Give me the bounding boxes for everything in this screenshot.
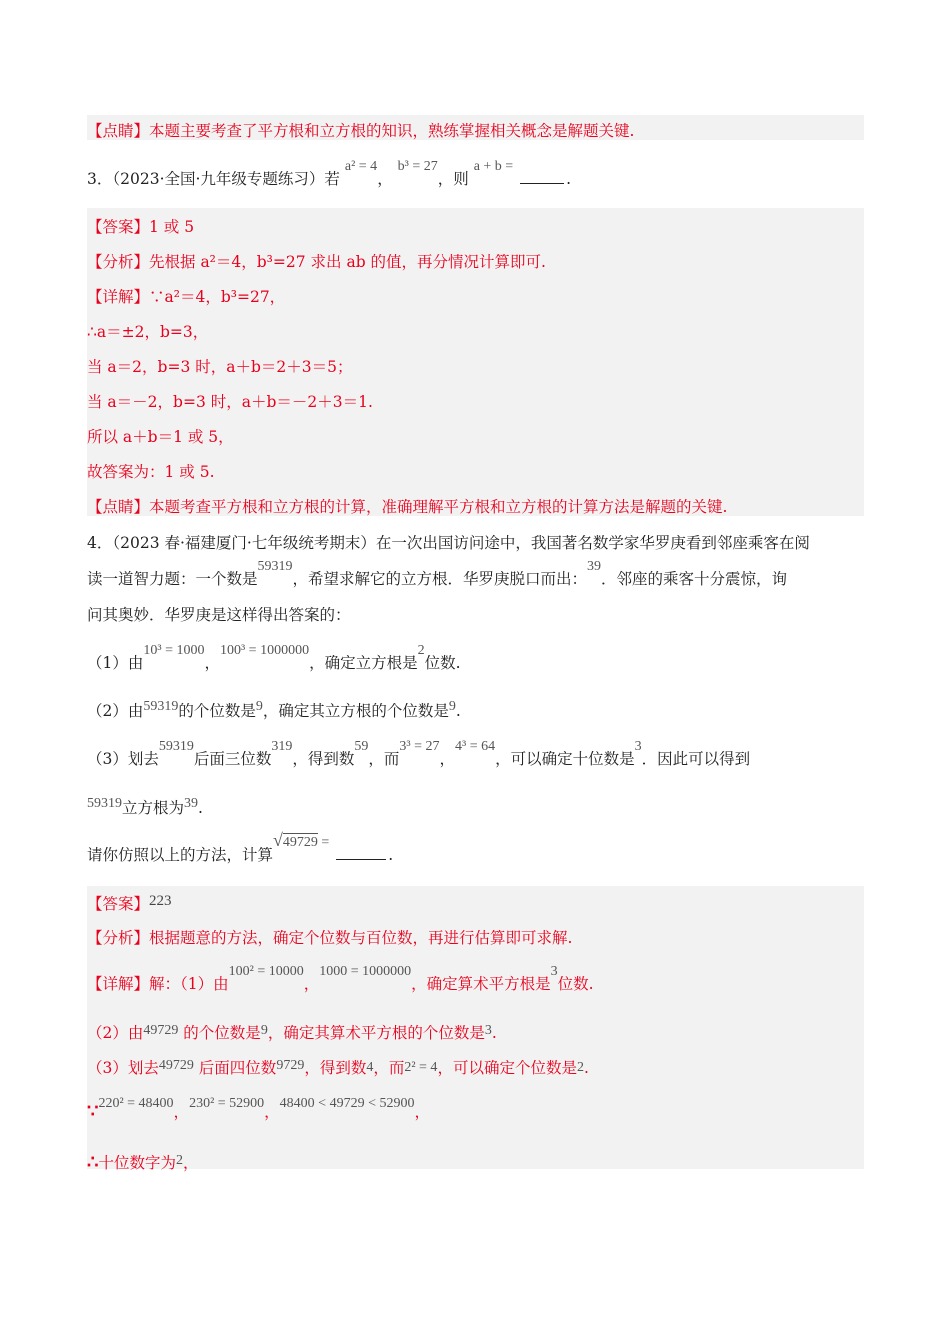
q3-analysis-tag: 【分析】 <box>87 253 150 271</box>
q4-d4-eq2: 230² = 52900 <box>189 1096 265 1111</box>
q4-line1-text: （2023 春·福建厦门·七年级统考期末）在一次出国访问途中，我国著名数学家华罗庚看到邻座乘客在阅 <box>112 534 810 552</box>
q4-analysis-tag: 【分析】 <box>87 929 150 947</box>
q4-d1c: ，确定算术平方根是 <box>411 975 551 993</box>
q4-ask-sqrt <box>273 830 330 850</box>
q4-d4c: ， <box>414 1103 430 1121</box>
q4-d5b: ， <box>182 1154 199 1172</box>
q4-d2a: （2）由 <box>87 1024 144 1042</box>
q4-s1b: ， <box>204 654 220 672</box>
q4-s2-n1: 59319 <box>143 699 179 714</box>
q4-answer-blank[interactable] <box>336 859 386 860</box>
q4-d4b: ， <box>264 1103 280 1121</box>
q4-ask-end: . <box>388 846 394 864</box>
q3-answer-blank[interactable] <box>520 183 564 184</box>
q4-s3c: ，得到数 <box>292 750 355 768</box>
q3-end: . <box>566 170 572 188</box>
q4-detail-2 <box>87 1021 497 1043</box>
q4-d5-n: 2 <box>175 1153 183 1168</box>
q4-d2-n3: 3 <box>484 1023 492 1038</box>
q4-d3e: ，可以确定个位数是 <box>437 1059 577 1077</box>
q4-detail-3 <box>87 1056 589 1078</box>
q4-ask-eq: = <box>321 835 330 850</box>
q4-s3b: 后面三位数 <box>193 750 272 768</box>
q4-step-3 <box>87 739 751 769</box>
q3-detail-text: ∵a²＝4，b³=27， <box>149 288 286 306</box>
q4-d5a: 十位数字为 <box>98 1154 176 1172</box>
q4-d1-n: 3 <box>550 964 558 979</box>
q4-step-4 <box>87 796 203 818</box>
q4-d2-n2: 9 <box>260 1023 268 1038</box>
q4-line2c: ．邻座的乘客十分震惊，询 <box>601 570 788 588</box>
q4-ask-text: 请你仿照以上的方法，计算 <box>87 846 274 864</box>
q3-question <box>87 159 572 189</box>
q4-s2b: 的个位数是 <box>178 702 256 720</box>
q4-s1-digits: 2 <box>417 643 425 658</box>
q3-eq-sum: a + b = <box>473 159 514 174</box>
q3-number: 3． <box>87 170 113 188</box>
q4-d1b: ， <box>303 975 320 993</box>
q4-answer <box>87 892 172 914</box>
q4-analysis-text: 根据题意的方法，确定个位数与百位数，再进行估算即可求解. <box>149 929 573 947</box>
q4-s2-n2: 9 <box>255 699 263 714</box>
q4-s4a: 立方根为 <box>122 799 185 817</box>
q4-number-59319: 59319 <box>257 559 293 574</box>
q4-number: 4． <box>87 534 113 552</box>
q4-s2d: . <box>455 702 461 720</box>
q3-detail-tag: 【详解】 <box>87 288 150 306</box>
q4-detail-4 <box>87 1096 430 1122</box>
q4-detail-tag: 【详解】 <box>87 975 150 993</box>
q3-eq-a-squared: a² = 4 <box>344 159 378 174</box>
q4-s2c: ，确定其立方根的个位数是 <box>262 702 449 720</box>
q4-ask-radicand: 49729 <box>282 835 318 850</box>
q3-detail-2: ∴a＝±2，b=3， <box>87 323 209 341</box>
q3-analysis <box>87 250 546 272</box>
q4-d4a: ， <box>173 1103 190 1121</box>
q4-answer-tag: 【答案】 <box>87 895 150 913</box>
q3-detail-5: 所以 a＋b＝1 或 5， <box>87 428 234 446</box>
q4-s3-eq1: 3³ = 27 <box>399 739 440 754</box>
q4-d1-eq2: 1000 = 1000000 <box>319 964 412 979</box>
q3-detail-6: 故答案为：1 或 5. <box>87 463 215 481</box>
q4-s1c: ，确定立方根是 <box>309 654 418 672</box>
q3-answer-value: 1 或 5 <box>149 218 195 236</box>
q4-d3-n3: 4 <box>366 1060 374 1075</box>
therefore-icon: ∴ <box>87 1152 99 1173</box>
q4-s1d: 位数. <box>424 654 461 672</box>
q4-d3b: 后面四位数 <box>193 1059 277 1077</box>
q4-d3d: ，而 <box>373 1059 405 1077</box>
q4-detail-5 <box>87 1151 198 1173</box>
q4-d4-eq3: 48400 < 49729 < 52900 <box>279 1096 415 1111</box>
q4-s4-n2: 39 <box>184 796 199 811</box>
q3-mid: ，则 <box>437 170 469 188</box>
q4-d2d: . <box>491 1024 497 1042</box>
q3-source: （2023·全国·九年级专题练习）若 <box>112 170 340 188</box>
q4-line-1 <box>87 531 810 553</box>
q4-d1-eq1: 100² = 10000 <box>228 964 304 979</box>
q4-s3-n4: 3 <box>634 739 642 754</box>
q4-d4-eq1: 220² = 48400 <box>98 1096 174 1111</box>
q2-comment: 【点睛】本题主要考查了平方根和立方根的知识，熟练掌握相关概念是解题关键. <box>87 122 635 140</box>
q4-d3f: . <box>583 1059 589 1077</box>
q3-detail-4: 当 a＝－2，b=3 时，a＋b＝－2＋3＝1. <box>87 393 373 411</box>
q4-line2a: 读一道智力题：一个数是 <box>87 570 258 588</box>
q4-answer-value: 223 <box>149 893 172 909</box>
q3-analysis-text: 先根据 a²＝4，b³=27 求出 ab 的值，再分情况计算即可. <box>149 253 546 271</box>
q3-answer-tag: 【答案】 <box>87 218 150 236</box>
sqrt-icon: √ <box>273 830 283 850</box>
q4-s3a: （3）划去 <box>87 750 159 768</box>
q4-s3e: ， <box>439 750 456 768</box>
q4-line2b: ，希望求解它的立方根．华罗庚脱口而出： <box>292 570 588 588</box>
q3-detail-1 <box>87 285 285 307</box>
q4-d3-eq: 2² = 4 <box>404 1060 438 1075</box>
q4-s1a: （1）由 <box>87 654 144 672</box>
because-icon: ∵ <box>87 1101 99 1122</box>
q4-s4-n1: 59319 <box>87 796 122 811</box>
q4-d3-n1: 49729 <box>158 1058 194 1073</box>
q4-s4b: . <box>198 799 203 817</box>
q3-answer <box>87 215 194 237</box>
q4-step-2 <box>87 699 461 721</box>
q4-s3-n3: 59 <box>354 739 369 754</box>
q4-s3-n2: 319 <box>271 739 293 754</box>
q4-s1-eq2: 100³ = 1000000 <box>219 643 310 658</box>
q4-d2c: ，确定其算术平方根的个位数是 <box>267 1024 485 1042</box>
q3-eq-b-cubed: b³ = 27 <box>397 159 438 174</box>
q4-s3-n1: 59319 <box>158 739 194 754</box>
q3-detail-3: 当 a＝2，b=3 时，a＋b＝2＋3＝5； <box>87 358 353 376</box>
q4-line-2 <box>87 559 788 589</box>
q4-analysis <box>87 926 572 948</box>
q4-d1a: 解：（1）由 <box>149 975 229 993</box>
q4-step-1 <box>87 643 461 673</box>
q4-d2-n1: 49729 <box>143 1023 179 1038</box>
q4-d3c: ，得到数 <box>304 1059 367 1077</box>
q4-ask <box>87 830 394 865</box>
q4-detail-1 <box>87 964 594 994</box>
q4-s3g: ．因此可以得到 <box>641 750 751 768</box>
q4-s3f: ，可以确定十位数是 <box>495 750 635 768</box>
q4-d3-n4: 2 <box>576 1060 584 1075</box>
q4-d2b: 的个位数是 <box>178 1024 261 1042</box>
q4-d1d: 位数. <box>557 975 594 993</box>
q4-d3a: （3）划去 <box>87 1059 159 1077</box>
q4-d3-n2: 9729 <box>276 1058 305 1073</box>
q4-line-3: 问其奥妙．华罗庚是这样得出答案的： <box>87 606 351 624</box>
q4-s3-eq2: 4³ = 64 <box>455 739 496 754</box>
q4-s2-n3: 9 <box>448 699 456 714</box>
q4-s3d: ，而 <box>368 750 400 768</box>
q3-sep: ， <box>377 170 393 188</box>
q4-s1-eq1: 10³ = 1000 <box>143 643 205 658</box>
q4-s2a: （2）由 <box>87 702 144 720</box>
q4-number-39: 39 <box>587 559 602 574</box>
q3-comment: 【点睛】本题考查平方根和立方根的计算，准确理解平方根和立方根的计算方法是解题的关键. <box>87 498 728 516</box>
